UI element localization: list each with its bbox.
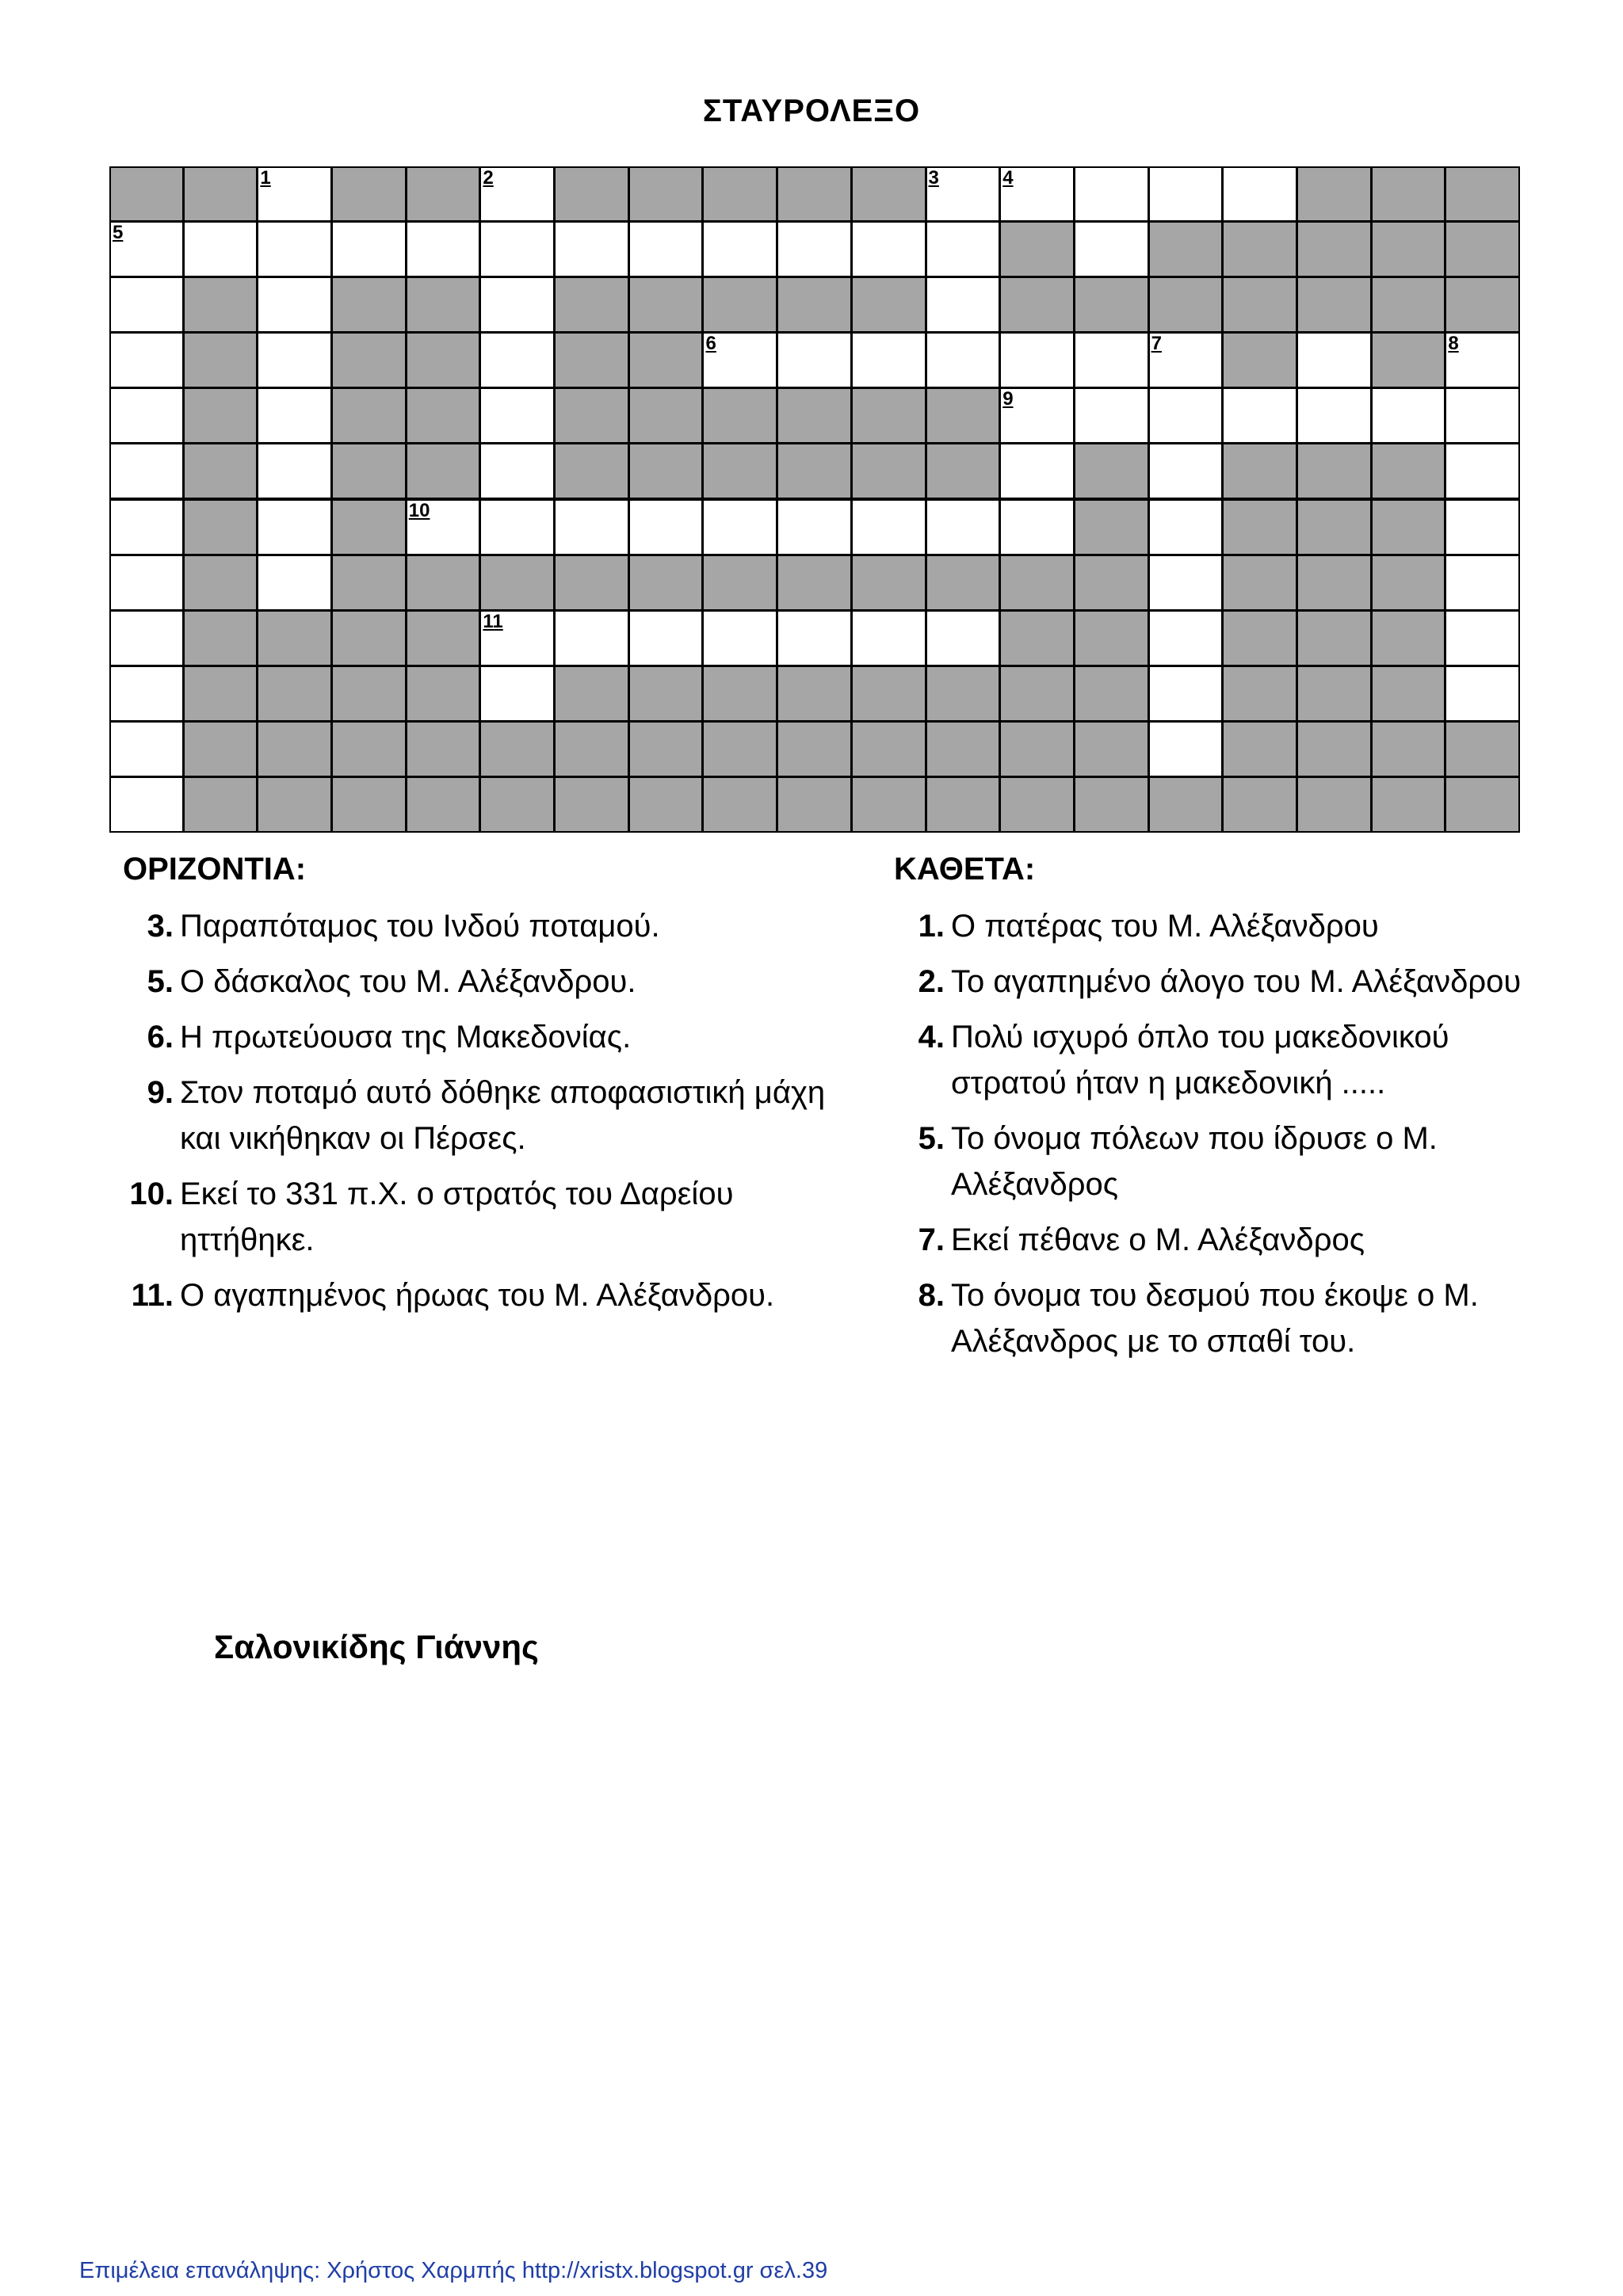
block-cell xyxy=(1371,666,1446,722)
across-clue xyxy=(123,903,856,949)
across-clue xyxy=(123,1014,856,1060)
block-cell xyxy=(926,387,1001,444)
down-clue xyxy=(894,1272,1528,1364)
letter-cell[interactable] xyxy=(628,610,704,666)
block-cell xyxy=(554,776,629,833)
page-footer: Επιμέλεια επανάληψης: Χρήστος Χαρμπής http://xristx.blogspot.gr σελ.39 xyxy=(79,2258,828,2283)
block-cell xyxy=(406,555,481,611)
block-cell xyxy=(331,387,407,444)
clue-number: 7 xyxy=(1151,333,1162,355)
letter-cell[interactable] xyxy=(851,610,926,666)
letter-cell[interactable] xyxy=(702,610,777,666)
letter-cell[interactable] xyxy=(1222,387,1297,444)
block-cell xyxy=(1445,221,1520,277)
across-clue xyxy=(123,1070,856,1161)
block-cell xyxy=(1222,776,1297,833)
down-clue xyxy=(894,959,1528,1005)
block-cell xyxy=(777,555,852,611)
clue-number: 1. xyxy=(918,909,945,944)
letter-cell[interactable] xyxy=(109,555,184,611)
block-cell xyxy=(1074,499,1149,555)
clue-number: 8 xyxy=(1448,333,1459,355)
block-cell xyxy=(406,721,481,777)
block-cell xyxy=(554,555,629,611)
letter-cell[interactable] xyxy=(479,332,555,388)
block-cell xyxy=(1074,555,1149,611)
block-cell xyxy=(926,443,1001,499)
block-cell xyxy=(331,666,407,722)
block-cell xyxy=(1148,277,1224,333)
block-cell xyxy=(702,776,777,833)
block-cell xyxy=(331,443,407,499)
block-cell xyxy=(1222,221,1297,277)
block-cell xyxy=(777,277,852,333)
block-cell xyxy=(628,776,704,833)
clue-number: 11. xyxy=(131,1278,174,1313)
letter-cell[interactable] xyxy=(777,610,852,666)
clue-number: 9 xyxy=(1002,388,1014,410)
block-cell xyxy=(1222,555,1297,611)
block-cell xyxy=(331,555,407,611)
clue-text: Στον ποταμό αυτό δόθηκε αποφασιστική μάχη και νικήθηκαν οι Πέρσες. xyxy=(180,1075,826,1156)
letter-cell[interactable] xyxy=(331,221,407,277)
block-cell xyxy=(926,721,1001,777)
block-cell xyxy=(777,721,852,777)
letter-cell[interactable] xyxy=(999,166,1075,222)
letter-cell[interactable] xyxy=(1148,166,1224,222)
block-cell xyxy=(851,277,926,333)
clue-number: 4 xyxy=(1002,167,1014,189)
letter-cell[interactable] xyxy=(851,499,926,555)
clue-number: 6. xyxy=(147,1020,174,1055)
clue-number: 6 xyxy=(705,333,716,355)
letter-cell[interactable] xyxy=(1148,332,1224,388)
clue-text: Η πρωτεύουσα της Μακεδονίας. xyxy=(180,1020,632,1055)
letter-cell[interactable] xyxy=(702,499,777,555)
block-cell xyxy=(1222,443,1297,499)
clue-number: 10. xyxy=(129,1177,174,1211)
letter-cell[interactable] xyxy=(109,443,184,499)
clue-text: Εκεί πέθανε ο Μ. Αλέξανδρος xyxy=(951,1222,1365,1257)
letter-cell[interactable] xyxy=(479,610,555,666)
letter-cell[interactable] xyxy=(999,443,1075,499)
block-cell xyxy=(109,166,184,222)
page-title: ΣΤΑΥΡΟΛΕΞΟ xyxy=(702,93,921,128)
block-cell xyxy=(999,277,1075,333)
block-cell xyxy=(628,555,704,611)
block-cell xyxy=(702,277,777,333)
clue-text: Πολύ ισχυρό όπλο του μακεδονικού στρατού ήταν η μακεδονική ..... xyxy=(951,1020,1449,1100)
block-cell xyxy=(1074,277,1149,333)
block-cell xyxy=(1074,443,1149,499)
block-cell xyxy=(1296,443,1372,499)
block-cell xyxy=(183,666,258,722)
letter-cell[interactable] xyxy=(109,221,184,277)
letter-cell[interactable] xyxy=(1148,387,1224,444)
block-cell xyxy=(331,610,407,666)
block-cell xyxy=(1371,277,1446,333)
block-cell xyxy=(628,666,704,722)
letter-cell[interactable] xyxy=(554,221,629,277)
block-cell xyxy=(183,555,258,611)
block-cell xyxy=(1222,721,1297,777)
down-clue xyxy=(894,903,1528,949)
block-cell xyxy=(554,332,629,388)
block-cell xyxy=(1371,332,1446,388)
block-cell xyxy=(183,443,258,499)
letter-cell[interactable] xyxy=(926,499,1001,555)
across-clue xyxy=(123,959,856,1005)
letter-cell[interactable] xyxy=(1148,443,1224,499)
letter-cell[interactable] xyxy=(554,610,629,666)
block-cell xyxy=(554,721,629,777)
block-cell xyxy=(777,443,852,499)
clue-text: Παραπόταμος του Ινδού ποταμού. xyxy=(180,909,660,944)
block-cell xyxy=(851,666,926,722)
block-cell xyxy=(1074,776,1149,833)
block-cell xyxy=(702,721,777,777)
clue-number: 3 xyxy=(928,167,939,189)
letter-cell[interactable] xyxy=(257,443,332,499)
letter-cell[interactable] xyxy=(702,221,777,277)
block-cell xyxy=(851,443,926,499)
block-cell xyxy=(628,387,704,444)
block-cell xyxy=(628,166,704,222)
letter-cell[interactable] xyxy=(777,332,852,388)
letter-cell[interactable] xyxy=(109,332,184,388)
block-cell xyxy=(554,387,629,444)
block-cell xyxy=(628,332,704,388)
block-cell xyxy=(479,721,555,777)
block-cell xyxy=(777,387,852,444)
letter-cell[interactable] xyxy=(628,221,704,277)
block-cell xyxy=(1371,776,1446,833)
down-clue xyxy=(894,1217,1528,1263)
clue-number: 1 xyxy=(260,167,271,189)
block-cell xyxy=(1445,277,1520,333)
clue-number: 5. xyxy=(918,1121,945,1156)
clue-text: Ο δάσκαλος του Μ. Αλέξανδρου. xyxy=(180,964,636,999)
letter-cell[interactable] xyxy=(926,277,1001,333)
letter-cell[interactable] xyxy=(999,499,1075,555)
letter-cell[interactable] xyxy=(479,166,555,222)
block-cell xyxy=(554,277,629,333)
letter-cell[interactable] xyxy=(257,277,332,333)
clue-number: 8. xyxy=(918,1278,945,1313)
block-cell xyxy=(1371,555,1446,611)
clue-number: 10 xyxy=(408,499,430,521)
block-cell xyxy=(702,387,777,444)
letter-cell[interactable] xyxy=(257,166,332,222)
down-heading: ΚΑΘΕΤΑ: xyxy=(894,852,1036,887)
letter-cell[interactable] xyxy=(479,221,555,277)
letter-cell[interactable] xyxy=(1445,666,1520,722)
letter-cell[interactable] xyxy=(999,387,1075,444)
block-cell xyxy=(183,277,258,333)
letter-cell[interactable] xyxy=(257,221,332,277)
letter-cell[interactable] xyxy=(109,499,184,555)
letter-cell[interactable] xyxy=(109,666,184,722)
clue-text: Το όνομα πόλεων που ίδρυσε ο Μ. Αλέξανδρος xyxy=(951,1121,1438,1202)
block-cell xyxy=(406,610,481,666)
letter-cell[interactable] xyxy=(1074,387,1149,444)
block-cell xyxy=(406,277,481,333)
block-cell xyxy=(257,610,332,666)
block-cell xyxy=(554,166,629,222)
letter-cell[interactable] xyxy=(1445,499,1520,555)
letter-cell[interactable] xyxy=(406,499,481,555)
block-cell xyxy=(183,332,258,388)
block-cell xyxy=(628,721,704,777)
block-cell xyxy=(1296,610,1372,666)
letter-cell[interactable] xyxy=(1445,387,1520,444)
letter-cell[interactable] xyxy=(926,221,1001,277)
block-cell xyxy=(1296,555,1372,611)
block-cell xyxy=(702,666,777,722)
block-cell xyxy=(926,666,1001,722)
across-clue xyxy=(123,1171,856,1263)
block-cell xyxy=(479,555,555,611)
block-cell xyxy=(628,277,704,333)
letter-cell[interactable] xyxy=(109,610,184,666)
block-cell xyxy=(257,721,332,777)
letter-cell[interactable] xyxy=(1074,166,1149,222)
block-cell xyxy=(183,721,258,777)
letter-cell[interactable] xyxy=(183,221,258,277)
block-cell xyxy=(702,443,777,499)
block-cell xyxy=(406,166,481,222)
down-clue xyxy=(894,1014,1528,1106)
block-cell xyxy=(406,387,481,444)
crossword-grid xyxy=(109,166,1520,833)
block-cell xyxy=(1148,776,1224,833)
block-cell xyxy=(554,666,629,722)
block-cell xyxy=(1296,776,1372,833)
block-cell xyxy=(1296,166,1372,222)
block-cell xyxy=(183,387,258,444)
clue-text: Το αγαπημένο άλογο του Μ. Αλέξανδρου xyxy=(951,964,1522,999)
block-cell xyxy=(183,610,258,666)
block-cell xyxy=(777,666,852,722)
clue-text: Ο πατέρας του Μ. Αλέξανδρου xyxy=(951,909,1379,944)
author-name: Σαλονικίδης Γιάννης xyxy=(214,1628,539,1665)
block-cell xyxy=(1445,721,1520,777)
block-cell xyxy=(851,555,926,611)
letter-cell[interactable] xyxy=(109,776,184,833)
across-clue xyxy=(123,1272,856,1318)
letter-cell[interactable] xyxy=(1148,499,1224,555)
block-cell xyxy=(331,166,407,222)
block-cell xyxy=(1296,277,1372,333)
block-cell xyxy=(1371,166,1446,222)
block-cell xyxy=(479,776,555,833)
block-cell xyxy=(999,610,1075,666)
clue-text: Το όνομα του δεσμού που έκοψε ο Μ. Αλέξανδρος με το σπαθί του. xyxy=(951,1278,1479,1359)
letter-cell[interactable] xyxy=(1148,555,1224,611)
letter-cell[interactable] xyxy=(926,166,1001,222)
block-cell xyxy=(1074,666,1149,722)
letter-cell[interactable] xyxy=(777,221,852,277)
block-cell xyxy=(999,721,1075,777)
block-cell xyxy=(851,387,926,444)
clue-text: Ο αγαπημένος ήρωας του Μ. Αλέξανδρου. xyxy=(180,1278,775,1313)
block-cell xyxy=(926,776,1001,833)
block-cell xyxy=(554,443,629,499)
letter-cell[interactable] xyxy=(1148,610,1224,666)
block-cell xyxy=(331,721,407,777)
block-cell xyxy=(1371,610,1446,666)
clue-number: 3. xyxy=(147,909,174,944)
block-cell xyxy=(257,776,332,833)
clue-text: Εκεί το 331 π.Χ. ο στρατός του Δαρείου ηττήθηκε. xyxy=(180,1177,734,1257)
letter-cell[interactable] xyxy=(628,499,704,555)
block-cell xyxy=(406,666,481,722)
clue-number: 2 xyxy=(483,167,494,189)
clue-number: 7. xyxy=(918,1222,945,1257)
clue-number: 5 xyxy=(113,222,124,244)
block-cell xyxy=(1371,721,1446,777)
across-clues xyxy=(123,846,856,1328)
letter-cell[interactable] xyxy=(479,499,555,555)
block-cell xyxy=(1222,666,1297,722)
letter-cell[interactable] xyxy=(1148,666,1224,722)
block-cell xyxy=(331,277,407,333)
block-cell xyxy=(628,443,704,499)
letter-cell[interactable] xyxy=(109,277,184,333)
block-cell xyxy=(999,776,1075,833)
across-heading: ΟΡΙΖΟΝΤΙΑ: xyxy=(123,852,307,887)
letter-cell[interactable] xyxy=(926,610,1001,666)
block-cell xyxy=(1371,443,1446,499)
letter-cell[interactable] xyxy=(851,332,926,388)
letter-cell[interactable] xyxy=(851,221,926,277)
block-cell xyxy=(1222,332,1297,388)
block-cell xyxy=(1074,610,1149,666)
block-cell xyxy=(406,332,481,388)
letter-cell[interactable] xyxy=(479,443,555,499)
letter-cell[interactable] xyxy=(1296,387,1372,444)
block-cell xyxy=(851,776,926,833)
letter-cell[interactable] xyxy=(109,387,184,444)
down-clue xyxy=(894,1116,1528,1207)
letter-cell[interactable] xyxy=(999,332,1075,388)
block-cell xyxy=(1296,499,1372,555)
block-cell xyxy=(1296,221,1372,277)
block-cell xyxy=(183,776,258,833)
block-cell xyxy=(1222,277,1297,333)
clue-number: 5. xyxy=(147,964,174,999)
letter-cell[interactable] xyxy=(406,221,481,277)
letter-cell[interactable] xyxy=(1148,721,1224,777)
letter-cell[interactable] xyxy=(702,332,777,388)
letter-cell[interactable] xyxy=(479,666,555,722)
block-cell xyxy=(331,499,407,555)
letter-cell[interactable] xyxy=(1296,332,1372,388)
block-cell xyxy=(406,776,481,833)
block-cell xyxy=(999,221,1075,277)
block-cell xyxy=(257,666,332,722)
letter-cell[interactable] xyxy=(479,277,555,333)
block-cell xyxy=(1222,499,1297,555)
block-cell xyxy=(331,776,407,833)
block-cell xyxy=(1371,221,1446,277)
block-cell xyxy=(999,666,1075,722)
block-cell xyxy=(851,166,926,222)
block-cell xyxy=(1148,221,1224,277)
block-cell xyxy=(777,166,852,222)
block-cell xyxy=(926,555,1001,611)
block-cell xyxy=(1445,776,1520,833)
clue-number: 11 xyxy=(483,610,503,632)
block-cell xyxy=(999,555,1075,611)
block-cell xyxy=(1296,721,1372,777)
block-cell xyxy=(1371,499,1446,555)
letter-cell[interactable] xyxy=(257,555,332,611)
letter-cell[interactable] xyxy=(1222,166,1297,222)
clue-number: 9. xyxy=(147,1075,174,1110)
letter-cell[interactable] xyxy=(1445,555,1520,611)
letter-cell[interactable] xyxy=(479,387,555,444)
down-clues xyxy=(894,846,1528,1374)
block-cell xyxy=(331,332,407,388)
letter-cell[interactable] xyxy=(777,499,852,555)
letter-cell[interactable] xyxy=(257,387,332,444)
block-cell xyxy=(1296,666,1372,722)
block-cell xyxy=(851,721,926,777)
clue-number: 2. xyxy=(918,964,945,999)
letter-cell[interactable] xyxy=(554,499,629,555)
block-cell xyxy=(1445,166,1520,222)
letter-cell[interactable] xyxy=(926,332,1001,388)
block-cell xyxy=(183,499,258,555)
block-cell xyxy=(702,555,777,611)
letter-cell[interactable] xyxy=(257,499,332,555)
letter-cell[interactable] xyxy=(257,332,332,388)
clue-number: 4. xyxy=(918,1020,945,1055)
letter-cell[interactable] xyxy=(1074,221,1149,277)
block-cell xyxy=(702,166,777,222)
block-cell xyxy=(406,443,481,499)
letter-cell[interactable] xyxy=(1445,610,1520,666)
block-cell xyxy=(183,166,258,222)
letter-cell[interactable] xyxy=(1445,443,1520,499)
letter-cell[interactable] xyxy=(1074,332,1149,388)
letter-cell[interactable] xyxy=(109,721,184,777)
block-cell xyxy=(1074,721,1149,777)
block-cell xyxy=(1222,610,1297,666)
block-cell xyxy=(777,776,852,833)
letter-cell[interactable] xyxy=(1371,387,1446,444)
letter-cell[interactable] xyxy=(1445,332,1520,388)
